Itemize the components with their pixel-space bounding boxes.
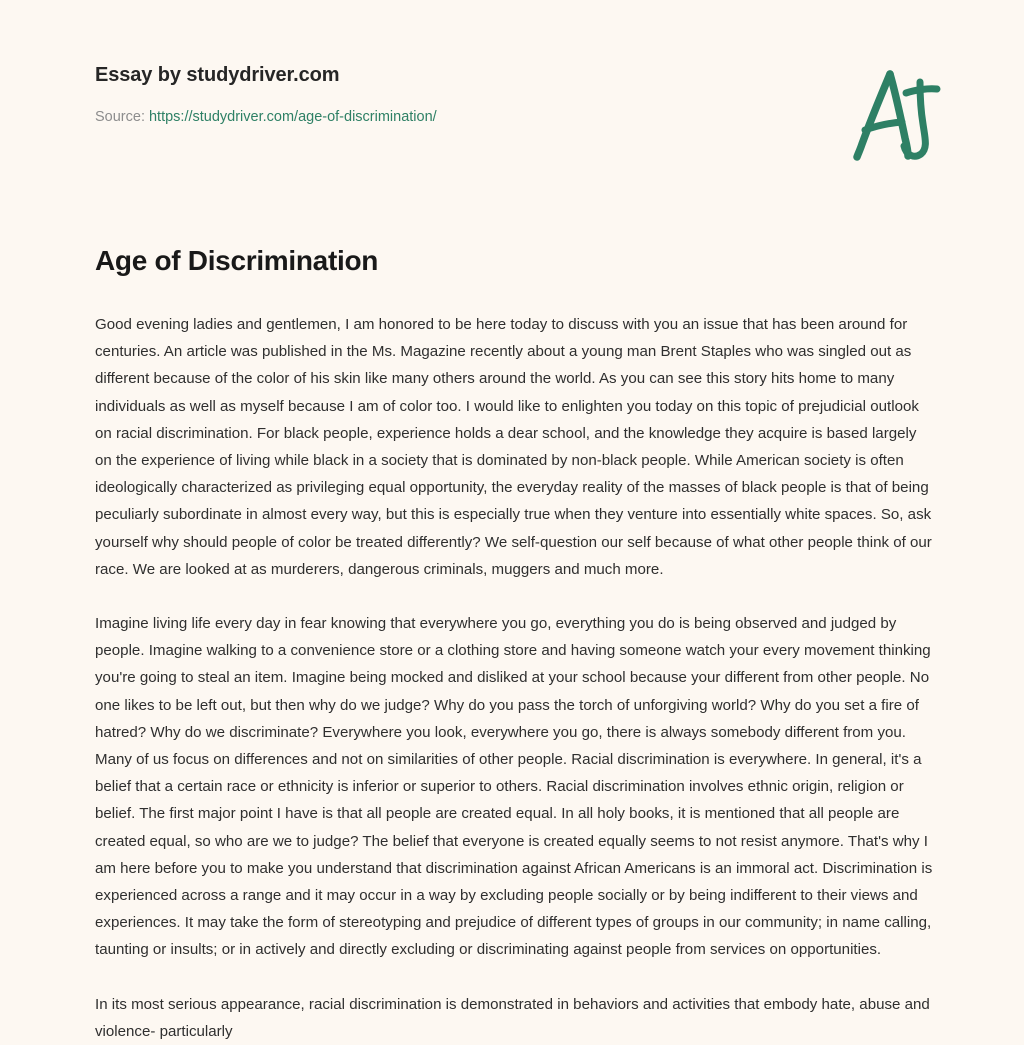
paragraph: In its most serious appearance, racial discrimination is demonstrated in behaviors and activities that embody hate, abuse and violence- particularly: [95, 995, 930, 1040]
article-body: [95, 311, 933, 1045]
paragraph: Imagine living life every day in fear knowing that everywhere you go, everything you do is being observed and judged by people. Imagine walking to a convenience store or a clothing store and having someone watch your every movement thinking you're going to steal an item. Imagine being mocked and disliked at your school because your different from other people. No one likes to be left out, but then why do we judge? Why do you pass the torch of unforgiving world? Why do you set a fire of hatred? Why do we discriminate? Everywhere you look, everywhere you go, there is always somebody different from you. Many of us focus on differences and not on similarities of other people. Racial discrimination is everywhere. In general, it's a belief that a certain race or ethnicity is inferior or superior to others. Racial discrimination involves ethnic origin, religion or belief. The first major point I have is that all people are created equal. In all holy books, it is mentioned that all people are created equal, so who are we to judge? The belief that everyone is created equally seems to not resist anymore. That's why I am here before you to make you understand that discrimination against African Americans is an immoral act. Discrimination is experienced across a range and it may occur in a way by excluding people socially or by being indifferent to their views and experiences. It may take the form of stereotyping and prejudice of different types of groups in our community; in name calling, taunting or insults; or in actively and directly excluding or discriminating against people from services on opportunities.: [95, 615, 933, 959]
source-line: [95, 107, 929, 127]
source-label: Source:: [95, 109, 145, 125]
page-title: Age of Discrimination: [95, 245, 379, 276]
page-header: [95, 62, 929, 127]
a-plus-icon: [844, 66, 948, 166]
essay-byline: Essay by studydriver.com: [95, 64, 340, 86]
article: [95, 243, 933, 1045]
studydriver-logo: [844, 66, 948, 166]
paragraph: Good evening ladies and gentlemen, I am honored to be here today to discuss with you an issue that has been around for centuries. An article was published in the Ms. Magazine recently about a young man Brent Staples who was singled out as different because of the color of his skin like many others around the world. As you can see this story hits home to many individuals as well as myself because I am of color too. I would like to enlighten you today on this topic of prejudicial outlook on racial discrimination. For black people, experience holds a dear school, and the knowledge they acquire is based largely on the experience of living while black in a society that is dominated by non-black people. While American society is often ideologically characterized as privileging equal opportunity, the everyday reality of the masses of black people is that of being peculiarly subordinate in almost every way, but this is especially true when they venture into essentially white spaces. So, ask yourself why should people of color be treated differently? We self-question our self because of what other people think of our race. We are looked at as murderers, dangerous criminals, muggers and much more.: [95, 316, 932, 578]
source-url-link[interactable]: https://studydriver.com/age-of-discrimination/: [148, 109, 437, 125]
